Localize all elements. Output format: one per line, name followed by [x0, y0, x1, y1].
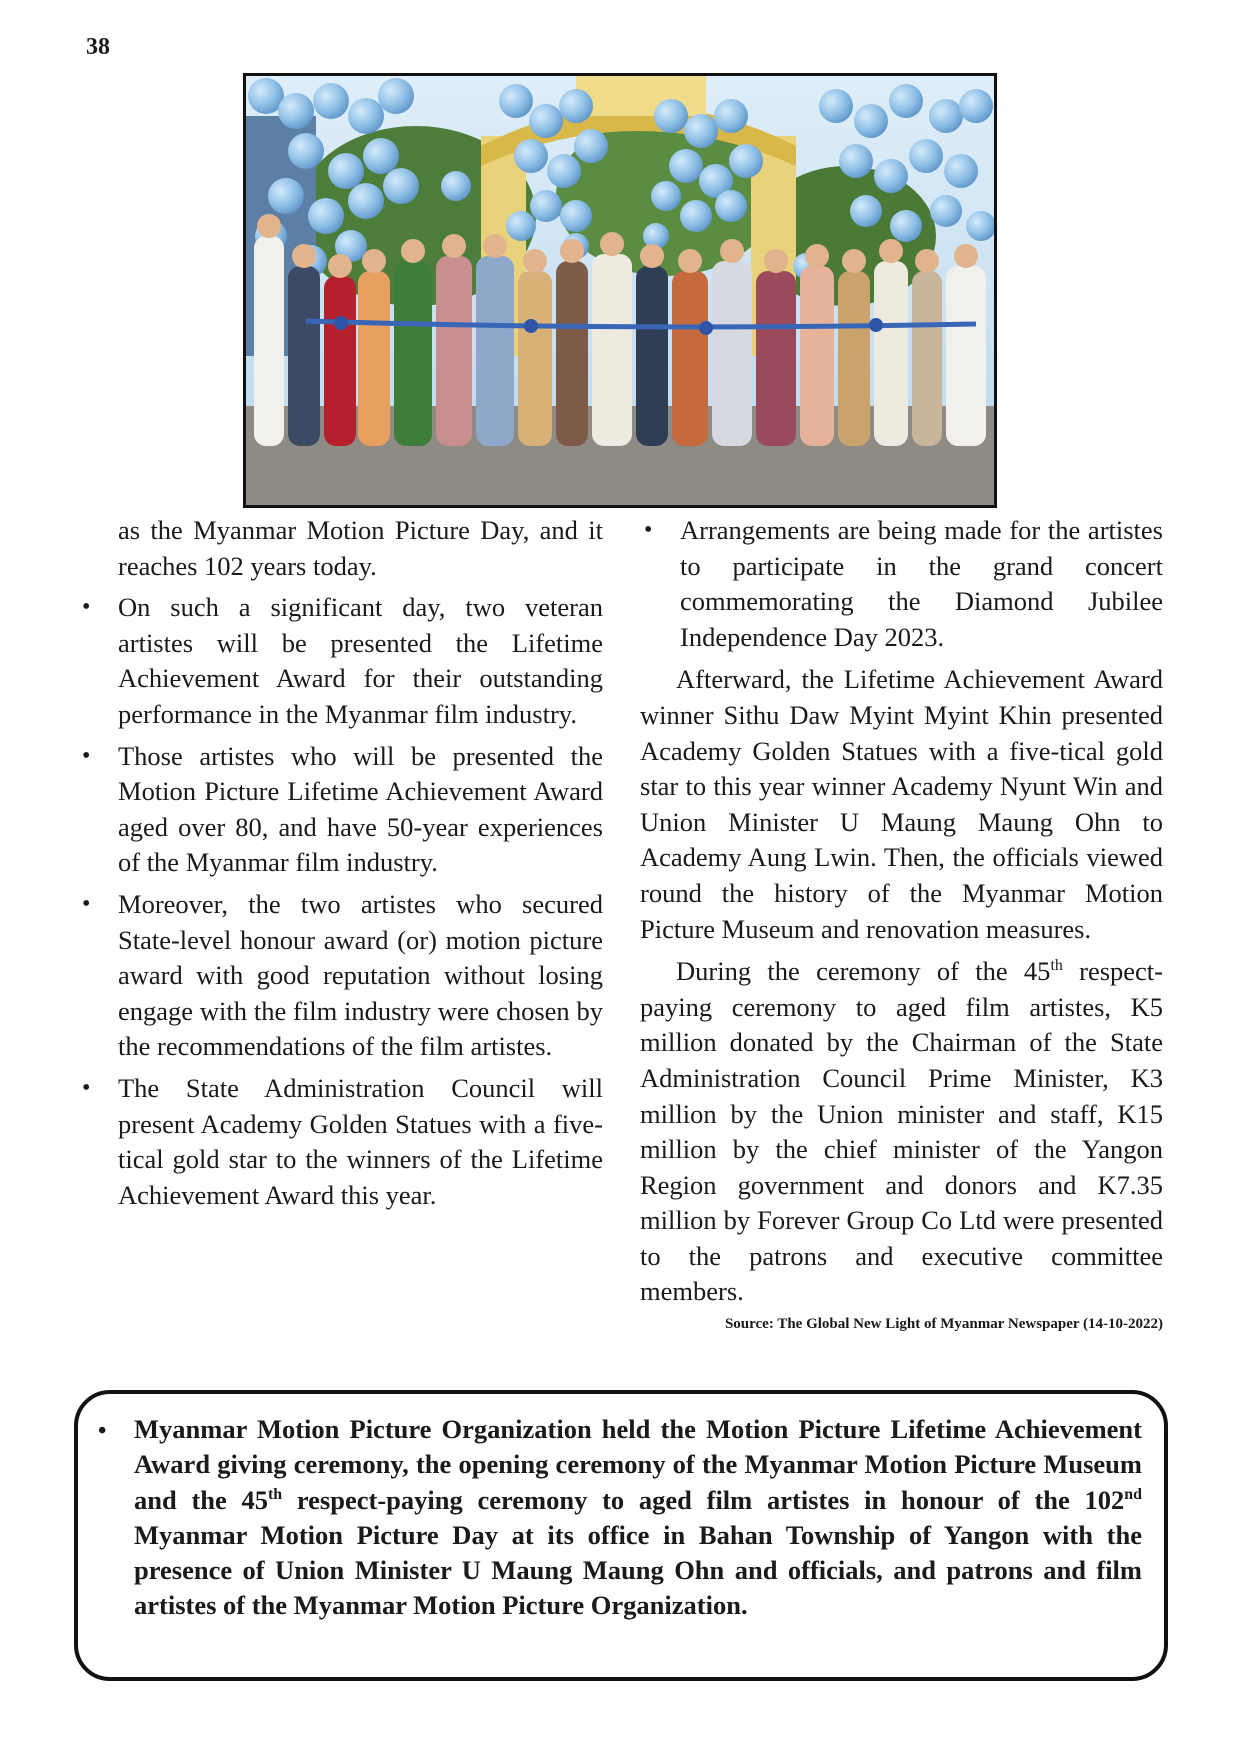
text-run: Myanmar Motion Picture Day at its office in Bahan Township of Yangon with the presence of Union Minister U Maung Maung Ohn and officials, and patrons and film artistes of the Myanmar Motion Picture Organization.	[134, 1519, 1142, 1621]
list-item: • Arrangements are being made for the artistes to participate in the grand concert commemorating the Diamond Jubilee Independence Day 2023.	[640, 513, 1163, 655]
continued-paragraph: as the Myanmar Motion Picture Day, and it reaches 102 years today.	[118, 515, 603, 581]
text-run: respect-paying ceremony to aged film artistes in honour of the 102	[282, 1484, 1125, 1515]
text-run: respect-paying ceremony to aged film artistes, K5 million donated by the Chairman of the State Administration Council Prime Minister, K3 million by the Union minister and staff, K15 million by the chief minister of the Yangon Region government and donors and K7.35 million by Forever Group Co Ltd were presented to the patrons and executive committee members.	[640, 956, 1163, 1307]
body-paragraph: Afterward, the Lifetime Achievement Award winner Sithu Daw Myint Myint Khin presented Academy Golden Statues with a five-tical gold star to this year winner Academy Nyunt Win and Union Minister U Maung Maung Ohn to Academy Aung Lwin. Then, the officials viewed round the history of the Myanmar Motion Picture Museum and renovation measures.	[640, 664, 1163, 944]
left-column	[78, 513, 603, 1213]
summary-box	[74, 1390, 1168, 1681]
text-run: During the ceremony of the 45	[676, 956, 1051, 987]
source-citation: Source: The Global New Light of Myanmar Newspaper (14-10-2022)	[724, 1316, 1163, 1333]
list-item: • Moreover, the two artistes who secured State-level honour award (or) motion picture award with good reputation without losing engage with the film industry were chosen by the recommendations of the film artistes.	[78, 887, 603, 1065]
body-paragraph	[640, 954, 1163, 1310]
page-number: 38	[86, 34, 110, 60]
summary-text	[134, 1414, 1142, 1620]
list-item: • The State Administration Council will present Academy Golden Statues with a five-tical gold star to the winners of the Lifetime Achievement Award this year.	[78, 1071, 603, 1213]
bullet-icon: •	[98, 1418, 107, 1444]
left-bullet-list	[78, 590, 603, 1213]
ceremony-photo	[243, 73, 997, 508]
list-item: • Those artistes who will be presented the Motion Picture Lifetime Achievement Award aged over 80, and have 50-year experiences of the Myanmar film industry.	[78, 739, 603, 881]
ribbon-cutting-ceremony-photo-icon	[246, 76, 994, 505]
list-item: • On such a significant day, two veteran artistes will be presented the Lifetime Achievement Award for their outstanding performance in the Myanmar film industry.	[78, 590, 603, 732]
right-bullet-list	[640, 513, 1163, 655]
superscript: th	[268, 1485, 283, 1503]
text-run: Myanmar Motion Picture Organization held the Motion Picture Lifetime Achievement Award giving ceremony, the opening ceremony of the Myanmar Motion Picture Museum and the 45	[134, 1414, 1142, 1515]
right-column	[640, 513, 1163, 1334]
superscript: nd	[1124, 1485, 1142, 1503]
superscript: th	[1050, 957, 1063, 975]
